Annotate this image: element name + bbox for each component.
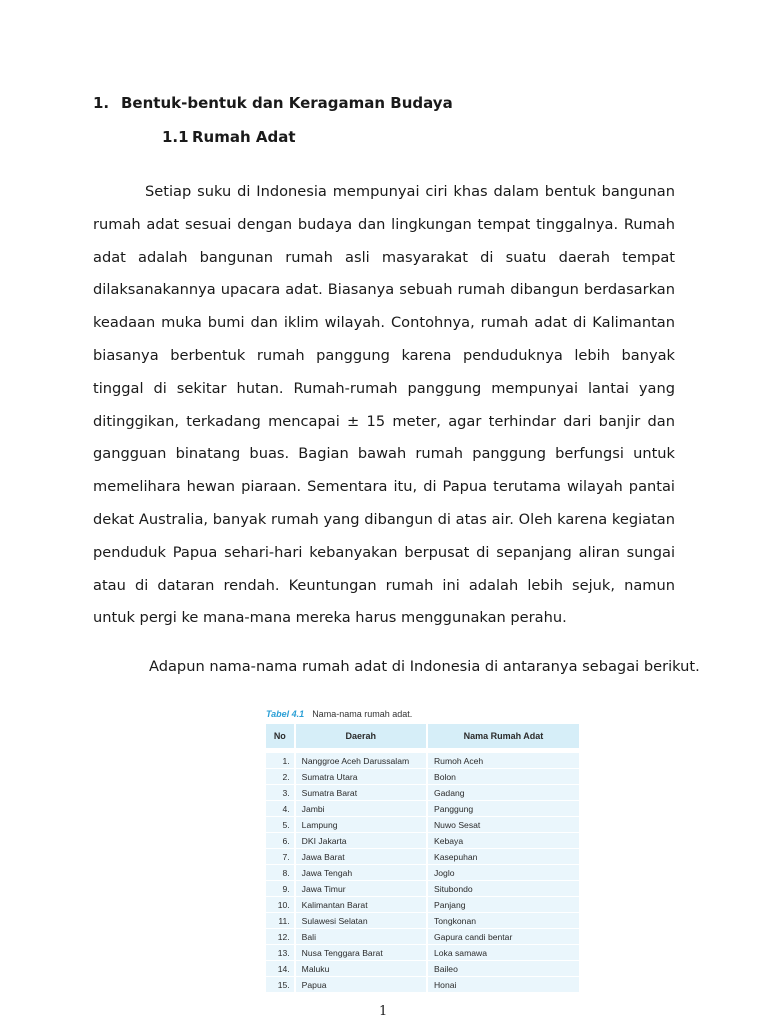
cell-no: 10. [277,899,290,910]
cell-no: 6. [282,835,290,846]
table-caption-label: Tabel 4.1 [266,709,305,719]
paragraph-line: untuk pergi ke mana-mana mereka harus menggunakan perahu. [93,609,567,627]
table-row [266,961,579,977]
paragraph-line: memelihara hewan piaraan. Sementara itu, di Papua terutama wilayah pantai [93,478,675,496]
cell-daerah: Jawa Barat [294,849,426,864]
table-caption-text: Nama-nama rumah adat. [312,709,413,719]
cell-no: 7. [282,851,290,862]
cell-daerah: Jawa Timur [294,881,426,896]
table-row [266,849,579,865]
cell-rumah-adat: Gadang [426,785,579,800]
paragraph-line: atau di dataran rendah. Keuntungan rumah ini adalah lebih sejuk, namun [93,576,675,594]
page-number: 1 [379,1004,388,1019]
cell-daerah: Nusa Tenggara Barat [294,945,426,960]
table-row [266,929,579,945]
cell-rumah-adat: Gapura candi bentar [426,929,579,944]
cell-no: 14. [277,963,290,974]
cell-no: 4. [282,803,290,814]
body-paragraph [93,176,675,635]
subsection-title: Rumah Adat [192,128,296,146]
subsection-heading [162,128,296,146]
rumah-adat-table [266,724,579,993]
table-row [266,913,579,929]
paragraph-line: adat adalah bangunan rumah asli masyarakat di suatu daerah tempat [93,248,675,266]
cell-daerah: Sumatra Utara [294,769,426,784]
cell-rumah-adat: Tongkonan [426,913,579,928]
table-row [266,977,579,993]
table-caption [266,709,412,719]
table-row [266,881,579,897]
cell-no: 15. [277,979,290,990]
table-header-row [266,724,579,750]
cell-no: 2. [282,771,290,782]
cell-daerah: Papua [294,977,426,992]
paragraph-line: gangguan binatang buas. Bagian bawah rumah panggung berfungsi untuk [93,445,675,463]
paragraph-line: ditinggikan, terkadang mencapai ± 15 meter, agar terhindar dari banjir dan [93,412,675,430]
table-row [266,753,579,769]
cell-rumah-adat: Baileo [426,961,579,976]
paragraph-line: Setiap suku di Indonesia mempunyai ciri khas dalam bentuk bangunan [145,183,675,200]
cell-rumah-adat: Nuwo Sesat [426,817,579,832]
cell-daerah: Jawa Tengah [294,865,426,880]
table-row [266,785,579,801]
cell-daerah: Nanggroe Aceh Darussalam [294,753,426,768]
section-title: Bentuk-bentuk dan Keragaman Budaya [121,94,453,112]
section-number: 1. [93,94,110,112]
cell-no: 3. [282,787,290,798]
cell-rumah-adat: Bolon [426,769,579,784]
table-row [266,897,579,913]
cell-no: 5. [282,819,290,830]
cell-rumah-adat: Panggung [426,801,579,816]
paragraph-line: rumah adat sesuai dengan budaya dan lingkungan tempat tinggalnya. Rumah [93,215,675,233]
paragraph-line: dilaksanakannya upacara adat. Biasanya sebuah rumah dibangun berdasarkan [93,281,675,299]
header-rumah-adat: Nama Rumah Adat [426,724,579,748]
cell-no: 12. [277,931,290,942]
paragraph-line: dekat Australia, banyak rumah yang dibangun di atas air. Oleh karena kegiatan [93,510,675,528]
header-no: No [273,731,286,741]
cell-no: 13. [277,947,290,958]
cell-daerah: Jambi [294,801,426,816]
cell-daerah: DKI Jakarta [294,833,426,848]
cell-daerah: Bali [294,929,426,944]
section-heading [93,94,453,112]
cell-rumah-adat: Kebaya [426,833,579,848]
cell-daerah: Lampung [294,817,426,832]
cell-rumah-adat: Kasepuhan [426,849,579,864]
cell-daerah: Kalimantan Barat [294,897,426,912]
header-daerah: Daerah [294,724,426,748]
lead-sentence: Adapun nama-nama rumah adat di Indonesia di antaranya sebagai berikut. [149,658,700,675]
cell-rumah-adat: Rumoh Aceh [426,753,579,768]
cell-daerah: Sumatra Barat [294,785,426,800]
paragraph-line: penduduk Papua sehari-hari kebanyakan berpusat di sepanjang aliran sungai [93,543,675,561]
cell-no: 9. [282,883,290,894]
cell-rumah-adat: Situbondo [426,881,579,896]
table-row [266,817,579,833]
cell-rumah-adat: Panjang [426,897,579,912]
cell-daerah: Sulawesi Selatan [294,913,426,928]
subsection-number: 1.1 [162,128,189,146]
paragraph-line: biasanya berbentuk rumah panggung karena penduduknya lebih banyak [93,346,675,364]
paragraph-line: tinggal di sekitar hutan. Rumah-rumah panggung mempunyai lantai yang [93,379,675,397]
cell-rumah-adat: Honai [426,977,579,992]
cell-rumah-adat: Joglo [426,865,579,880]
table-row [266,801,579,817]
cell-no: 11. [278,915,290,926]
cell-no: 1. [282,755,290,766]
cell-daerah: Maluku [294,961,426,976]
table-row [266,833,579,849]
paragraph-line: keadaan muka bumi dan iklim wilayah. Contohnya, rumah adat di Kalimantan [93,314,675,332]
cell-no: 8. [282,867,290,878]
table-body [266,753,579,993]
table-row [266,865,579,881]
cell-rumah-adat: Loka samawa [426,945,579,960]
table-row [266,769,579,785]
table-row [266,945,579,961]
